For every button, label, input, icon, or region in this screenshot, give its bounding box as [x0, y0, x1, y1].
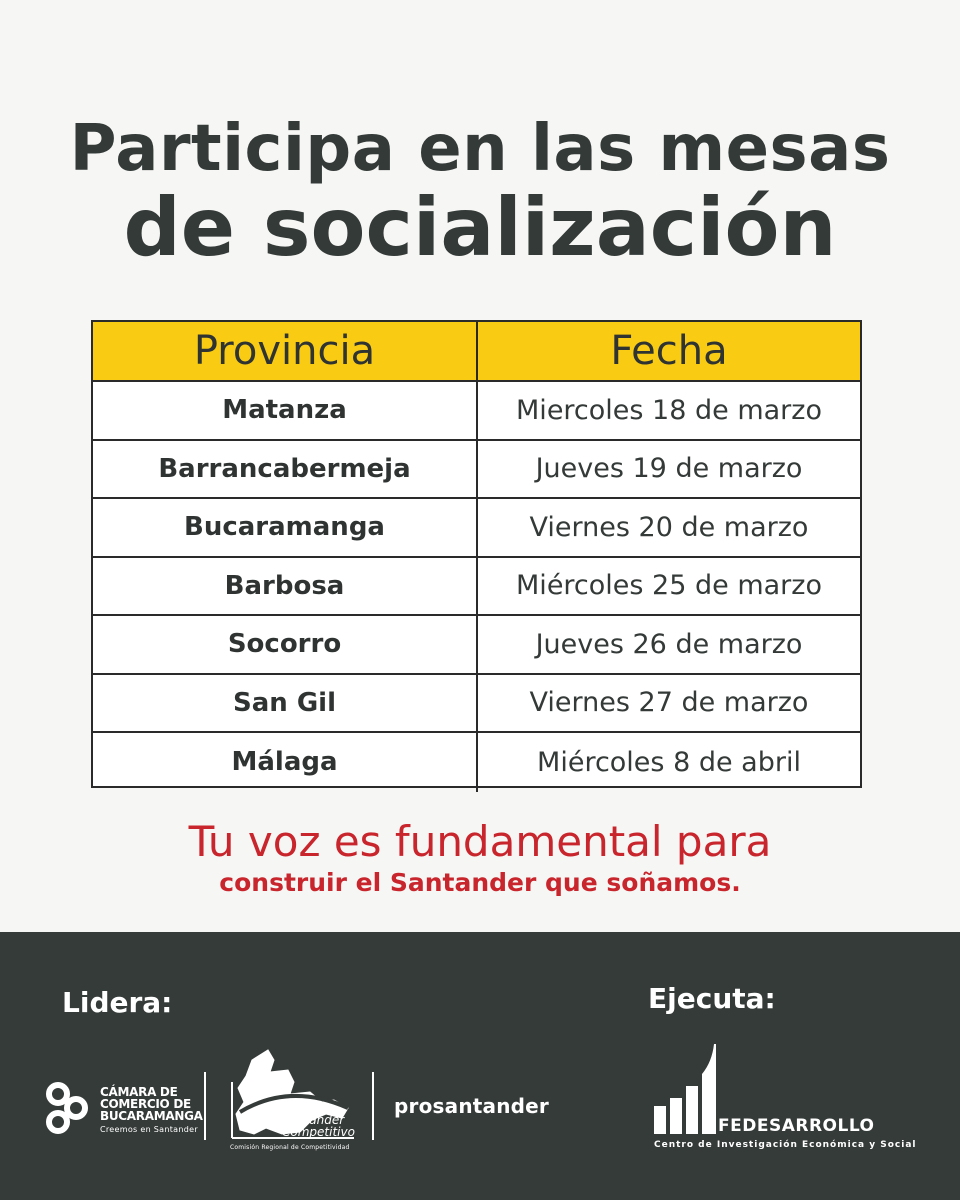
ccb-emblem-icon — [42, 1080, 94, 1136]
header-province: Provincia — [93, 322, 478, 380]
table-row — [93, 382, 860, 441]
date-cell: Viernes 20 de marzo — [529, 511, 809, 543]
table-header — [93, 322, 860, 382]
table-row — [93, 499, 860, 558]
province-cell: Barrancabermeja — [93, 441, 478, 498]
fedesarrollo-name: FEDESARROLLO — [718, 1116, 875, 1136]
exec-label: Ejecuta: — [648, 982, 776, 1015]
slogan-line-1: Tu voz es fundamental para — [188, 817, 772, 866]
fedesarrollo-logo — [652, 1044, 917, 1154]
header-date: Fecha — [610, 328, 728, 374]
schedule-table — [91, 320, 862, 788]
logo-divider — [204, 1072, 206, 1140]
sc-name-line: Competitivo — [282, 1125, 355, 1139]
date-cell: Miércoles 25 de marzo — [516, 570, 822, 602]
santander-competitivo-name — [282, 1114, 355, 1138]
province-cell: Barbosa — [93, 558, 478, 615]
slogan-line-2: construir el Santander que soñamos. — [219, 868, 741, 897]
santander-competitivo-logo — [230, 1042, 360, 1154]
fedesarrollo-tagline: Centro de Investigación Económica y Social — [654, 1140, 917, 1150]
ccb-name — [100, 1086, 203, 1122]
page-title — [0, 112, 960, 274]
table-row — [93, 558, 860, 617]
date-cell: Jueves 19 de marzo — [535, 453, 803, 485]
province-cell: Bucaramanga — [93, 499, 478, 556]
date-cell: Miercoles 18 de marzo — [516, 394, 822, 426]
date-cell: Viernes 27 de marzo — [529, 687, 809, 719]
date-cell: Jueves 26 de marzo — [535, 628, 803, 660]
ccb-logo — [42, 1080, 202, 1142]
table-row — [93, 733, 860, 792]
prosantander-logo: prosantander — [394, 1094, 549, 1118]
table-row — [93, 616, 860, 675]
date-cell: Miércoles 8 de abril — [537, 746, 801, 778]
title-line-2: de socialización — [123, 181, 837, 274]
table-row — [93, 441, 860, 500]
province-cell: Matanza — [93, 382, 478, 439]
ccb-name-line: BUCARAMANGA — [100, 1109, 203, 1123]
logo-divider — [372, 1072, 374, 1140]
footer — [0, 932, 960, 1200]
ccb-name-line: CÁMARA DE — [100, 1085, 178, 1099]
title-line-1: Participa en las mesas — [69, 112, 891, 186]
fedesarrollo-bars-icon — [652, 1044, 722, 1136]
province-cell: Socorro — [93, 616, 478, 673]
ccb-name-line: COMERCIO DE — [100, 1097, 191, 1111]
lead-label: Lidera: — [62, 986, 173, 1019]
santander-competitivo-tagline: Comisión Regional de Competitividad — [230, 1144, 350, 1151]
sc-name-line: Santander — [282, 1113, 345, 1127]
ccb-tagline: Creemos en Santander — [100, 1125, 198, 1134]
table-row — [93, 675, 860, 734]
province-cell: San Gil — [93, 675, 478, 732]
province-cell: Málaga — [93, 733, 478, 792]
